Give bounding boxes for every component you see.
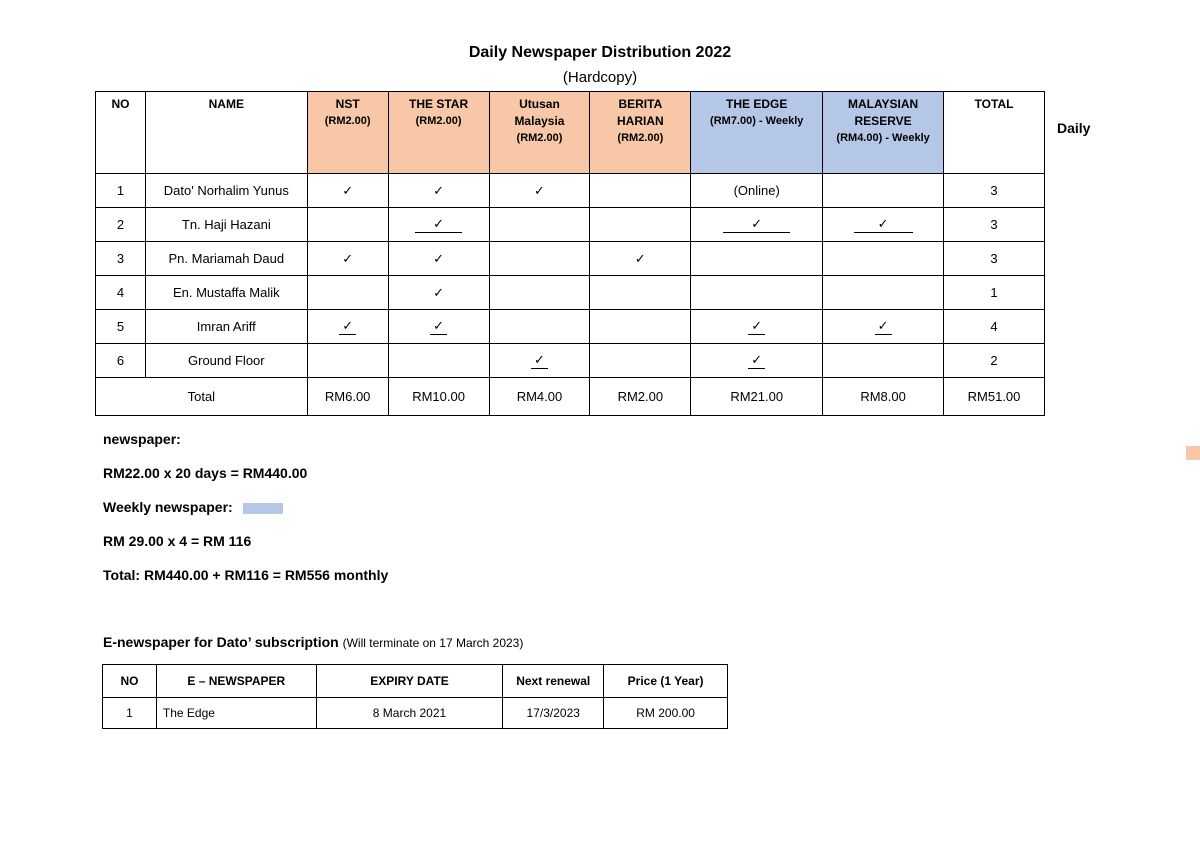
- table-row: [96, 276, 1045, 310]
- check-mark: ✓: [854, 216, 913, 233]
- cell-utusan: [489, 276, 590, 310]
- check-mark: ✓: [634, 250, 646, 266]
- check-mark: ✓: [342, 250, 354, 266]
- header-edge-name: THE EDGE: [726, 97, 788, 111]
- cell-star: [388, 276, 489, 310]
- total-nst: RM6.00: [307, 378, 388, 416]
- cell-berita: [590, 174, 691, 208]
- check-mark: ✓: [748, 318, 765, 335]
- cell-reserve: [823, 344, 944, 378]
- table-row: [96, 344, 1045, 378]
- header-reserve-name1: MALAYSIAN: [847, 97, 919, 111]
- header-utusan-name2: Malaysia: [514, 114, 565, 128]
- e-cell-expiry: 8 March 2021: [316, 698, 503, 729]
- cell-reserve: [823, 242, 944, 276]
- cell-reserve: [823, 276, 944, 310]
- cell-edge: [691, 242, 823, 276]
- cell-edge: [691, 276, 823, 310]
- cell-utusan: [489, 208, 590, 242]
- cell-reserve: [823, 174, 944, 208]
- check-mark: ✓: [430, 318, 447, 335]
- header-reserve: [823, 92, 944, 174]
- header-edge: [691, 92, 823, 174]
- e-header-paper: E – NEWSPAPER: [156, 665, 316, 698]
- total-edge: RM21.00: [691, 378, 823, 416]
- e-header-renewal: Next renewal: [503, 665, 604, 698]
- check-mark: ✓: [531, 352, 548, 369]
- header-berita: [590, 92, 691, 174]
- enewspaper-table: [102, 664, 728, 729]
- cell-name: Ground Floor: [145, 344, 307, 378]
- cell-utusan: [489, 242, 590, 276]
- cell-reserve: [823, 310, 944, 344]
- header-utusan-name1: Utusan: [519, 97, 560, 111]
- table-row: [96, 310, 1045, 344]
- cell-utusan: [489, 174, 590, 208]
- note-line-4: RM 29.00 x 4 = RM 116: [103, 533, 252, 549]
- totals-row: [96, 378, 1045, 416]
- total-utusan: RM4.00: [489, 378, 590, 416]
- e-cell-paper: The Edge: [156, 698, 316, 729]
- cell-nst: [307, 208, 388, 242]
- cell-name: Pn. Mariamah Daud: [145, 242, 307, 276]
- header-nst-name: NST: [335, 97, 360, 111]
- header-nst-price: (RM2.00): [324, 115, 371, 127]
- header-reserve-price: (RM4.00) - Weekly: [836, 132, 930, 144]
- e-header-price: Price (1 Year): [604, 665, 728, 698]
- cell-utusan: [489, 344, 590, 378]
- check-mark: ✓: [415, 216, 462, 233]
- cell-name: Imran Ariff: [145, 310, 307, 344]
- daily-side-label: Daily: [1057, 120, 1091, 136]
- header-reserve-name2: RESERVE: [854, 114, 912, 128]
- cell-berita: [590, 310, 691, 344]
- cell-total: 3: [944, 174, 1045, 208]
- header-star: [388, 92, 489, 174]
- cell-nst: [307, 174, 388, 208]
- page-title: Daily Newspaper Distribution 2022: [468, 44, 732, 61]
- check-mark: ✓: [875, 318, 892, 335]
- cell-no: 2: [96, 208, 146, 242]
- table-row: [96, 174, 1045, 208]
- check-mark: ✓: [433, 250, 445, 266]
- cell-edge: [691, 310, 823, 344]
- cell-star: [388, 174, 489, 208]
- cell-no: 5: [96, 310, 146, 344]
- weekly-legend-swatch: [243, 503, 283, 514]
- cell-nst: [307, 344, 388, 378]
- cell-no: 1: [96, 174, 146, 208]
- header-nst: [307, 92, 388, 174]
- check-mark: ✓: [339, 318, 356, 335]
- header-utusan-price: (RM2.00): [516, 132, 563, 144]
- header-name: NAME: [145, 92, 307, 174]
- cell-edge: (Online): [691, 174, 823, 208]
- e-cell-no: 1: [103, 698, 157, 729]
- header-utusan: [489, 92, 590, 174]
- cell-star: [388, 310, 489, 344]
- check-mark: ✓: [534, 182, 545, 198]
- cell-no: 3: [96, 242, 146, 276]
- note-line-2: RM22.00 x 20 days = RM440.00: [103, 465, 308, 481]
- check-mark: ✓: [433, 284, 445, 300]
- cell-nst: [307, 276, 388, 310]
- note-line-1: newspaper:: [103, 431, 181, 447]
- cell-berita: [590, 208, 691, 242]
- cell-total: 3: [944, 242, 1045, 276]
- table-row: [96, 242, 1045, 276]
- distribution-table: [95, 91, 1045, 416]
- cell-total: 1: [944, 276, 1045, 310]
- check-mark: ✓: [723, 216, 790, 233]
- cell-nst: [307, 310, 388, 344]
- cell-berita: [590, 242, 691, 276]
- header-edge-price: (RM7.00) - Weekly: [710, 115, 804, 127]
- note-line-3: Weekly newspaper:: [103, 499, 233, 515]
- color-marker: [1186, 446, 1200, 460]
- cell-edge: [691, 208, 823, 242]
- e-header-no: NO: [103, 665, 157, 698]
- cell-star: [388, 208, 489, 242]
- header-total: TOTAL: [944, 92, 1045, 174]
- cell-star: [388, 242, 489, 276]
- cell-no: 4: [96, 276, 146, 310]
- cell-name: En. Mustaffa Malik: [145, 276, 307, 310]
- e-cell-price: RM 200.00: [604, 698, 728, 729]
- cell-edge: [691, 344, 823, 378]
- header-star-price: (RM2.00): [415, 115, 462, 127]
- note-line-5: Total: RM440.00 + RM116 = RM556 monthly: [103, 567, 389, 583]
- cell-nst: [307, 242, 388, 276]
- totals-label: Total: [96, 378, 308, 416]
- page-subtitle: (Hardcopy): [562, 69, 638, 86]
- header-berita-name2: HARIAN: [617, 114, 664, 128]
- e-cell-renewal: 17/3/2023: [503, 698, 604, 729]
- cell-berita: [590, 344, 691, 378]
- enews-heading-wrap: [103, 634, 523, 650]
- table-row: [103, 698, 728, 729]
- cell-no: 6: [96, 344, 146, 378]
- total-star: RM10.00: [388, 378, 489, 416]
- check-mark: ✓: [748, 352, 765, 369]
- enews-note: (Will terminate on 17 March 2023): [342, 636, 524, 650]
- cell-star: [388, 344, 489, 378]
- cell-utusan: [489, 310, 590, 344]
- header-star-name: THE STAR: [409, 97, 469, 111]
- e-header-expiry: EXPIRY DATE: [316, 665, 503, 698]
- enews-heading: E-newspaper for Dato’ subscription: [103, 634, 339, 650]
- cell-total: 2: [944, 344, 1045, 378]
- header-berita-name1: BERITA: [618, 97, 663, 111]
- total-reserve: RM8.00: [823, 378, 944, 416]
- cell-name: Tn. Haji Hazani: [145, 208, 307, 242]
- check-mark: ✓: [342, 182, 354, 198]
- cell-berita: [590, 276, 691, 310]
- cell-name: Dato' Norhalim Yunus: [145, 174, 307, 208]
- note-line-3-wrap: [103, 499, 283, 515]
- header-berita-price: (RM2.00): [617, 132, 664, 144]
- header-no: NO: [96, 92, 146, 174]
- total-berita: RM2.00: [590, 378, 691, 416]
- cell-reserve: [823, 208, 944, 242]
- table-row: [96, 208, 1045, 242]
- cell-total: 3: [944, 208, 1045, 242]
- check-mark: ✓: [433, 182, 445, 198]
- total-grand: RM51.00: [944, 378, 1045, 416]
- cell-total: 4: [944, 310, 1045, 344]
